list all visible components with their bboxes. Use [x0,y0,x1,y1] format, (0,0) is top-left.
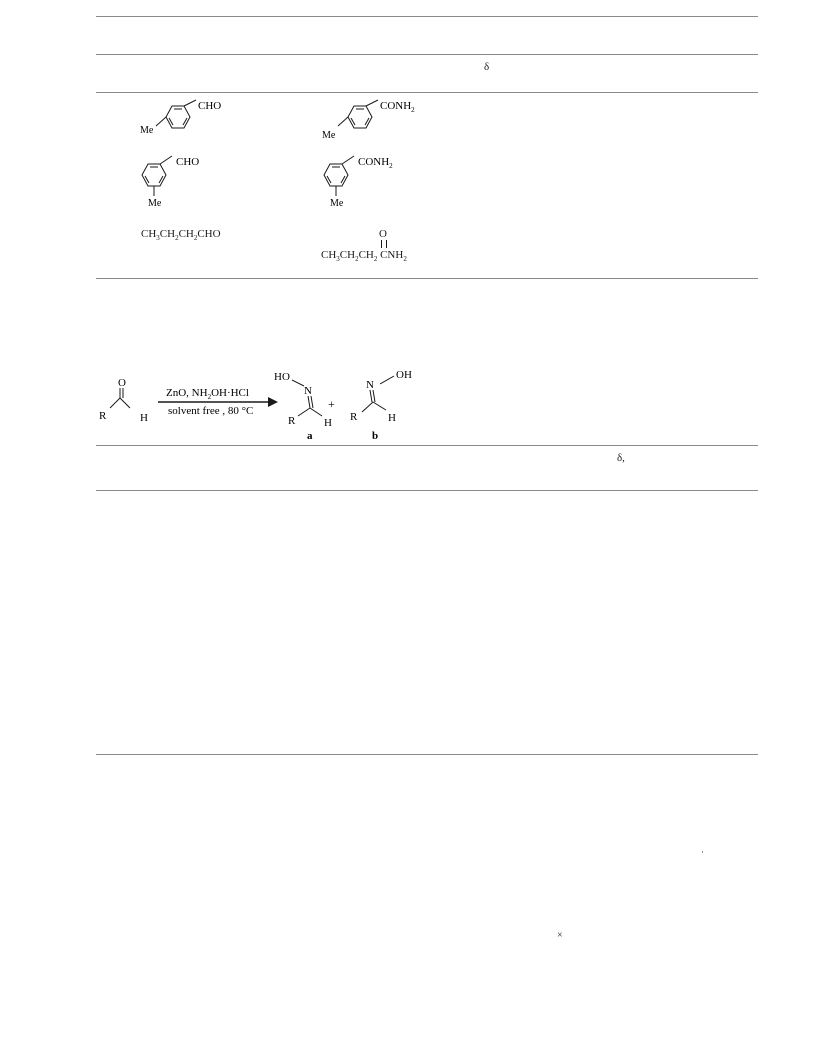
amide-group-label: $CONH_2$ [358,156,393,170]
amide-group-label: $CONH_2$ [380,100,415,114]
table1-top-rule [96,16,758,17]
table1-delta-symbol: δ [484,61,490,73]
methyl-label: Me [322,130,336,141]
product-b-hydroxyl: OH [396,369,412,381]
product-a-hydroxyl: HO [274,371,290,383]
product-a-label: a [307,430,313,442]
methyl-label: Me [330,198,344,209]
product-a-nitrogen: N [304,385,312,397]
table2-bottom-rule [96,754,758,755]
reagent-label: ZnO, $NH_2OH\cdot HCl$ [166,387,249,401]
amide-structure-row2 [320,152,430,212]
aldehyde-structure-row2 [138,152,238,212]
footnote-dot: · [701,847,704,857]
product-b-r-group: R [350,411,358,423]
product-b-label: b [372,430,379,442]
aldehyde-group-label: CHO [198,100,222,112]
table2-header-rule [96,490,758,491]
reactant-oxygen: O [118,377,126,389]
conditions-label: solvent free , 80 °C [168,405,254,417]
reaction-scheme [96,364,426,444]
multiplication-sign: × [557,930,563,941]
butanal-formula: $CH_3CH_2CH_2CHO$ [141,228,221,243]
aldehyde-structure-row1 [138,96,238,142]
amide-structure-row1 [320,96,430,142]
table1-header-rule [96,54,758,55]
product-a-hydrogen: H [324,417,332,429]
table1-bottom-rule [96,278,758,279]
table2-top-rule [96,445,758,446]
methyl-label: Me [148,198,162,209]
reactant-hydrogen: H [140,412,148,424]
table2-delta-symbol: δ, [617,452,625,464]
butanamide-carbonyl-o: O [379,228,387,240]
carbonyl-double-bond [381,240,387,248]
methyl-label: Me [140,125,154,136]
product-b-hydrogen: H [388,412,396,424]
reaction-arrow-head [268,397,278,407]
product-a-r-group: R [288,415,296,427]
product-b-nitrogen: N [366,379,374,391]
butanamide-formula: $CH_3CH_2CH_2$ $CNH_2$ [321,249,407,264]
aldehyde-group-label: CHO [176,156,200,168]
reactant-r-group: R [99,410,107,422]
plus-sign: + [328,397,335,411]
table1-subheader-rule [96,92,758,93]
